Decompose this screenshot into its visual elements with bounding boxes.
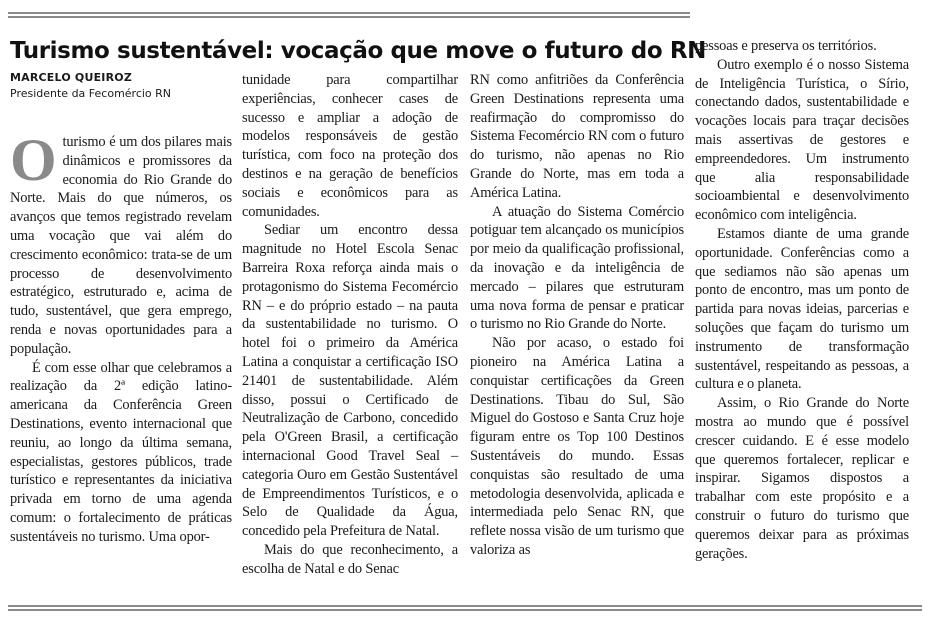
headline: Turismo sustentável: vocação que move o futuro do RN: [10, 38, 707, 65]
column-3: [470, 71, 684, 560]
paragraph: Sediar um encontro dessa magnitude no Hotel Escola Senac Barreira Roxa reforça ainda mais o protagonismo do Sistema Fecomércio RN – e do próprio estado – na pauta da sustentabilidade no turismo. O hotel foi o primeiro da América Latina a conquistar a certificação ISO 21401 de sustentabilidade. Além disso, possui o Certificado de Neutralização de Carbono, concedido pela O'Green Brasil, a certificação internacional Good Travel Seal – categoria Ouro em Gestão Sustentável de Empreendimentos Turísticos, e o Selo de Qualidade da Água, concedido pela Prefeitura de Natal.: [242, 222, 458, 540]
paragraph: A atuação do Sistema Comércio potiguar tem alcançado os municípios por meio da qualificação profissional, da inovação e da inteligência de mercado – pilares que estruturam uma nova forma de pensar e praticar o turismo no Rio Grande do Norte.: [470, 203, 684, 333]
column-4: [695, 37, 909, 563]
paragraph: [10, 127, 232, 359]
drop-cap: O: [10, 127, 57, 193]
paragraph: Não por acaso, o estado foi pioneiro na América Latina a conquistar certificações da Green Destinations. Tibau do Sul, São Miguel do Gostoso e Santa Cruz hoje figuram entre os Top 100 Destinos Sustentáveis do mundo. Essas conquistas são resultado de uma metodologia desenvolvida, aplicada e intermediada pelo Senac RN, que reflete nossa visão de um turismo que valoriza as: [470, 335, 684, 558]
paragraph-text: turismo é um dos pilares mais dinâmicos e promissores da economia do Rio Grande do Norte. Mais do que números, os avanços que temos registrado revelam uma vocação que vai além do crescimento econômico: trata-se de um processo de desenvolvimento estratégico, estruturado e, acima de tudo, sustentável, que gera emprego, renda e novas oportunidades para a população.: [10, 134, 232, 357]
author-role: Presidente da Fecomércio RN: [10, 86, 172, 100]
author-name: MARCELO QUEIROZ: [10, 71, 133, 84]
bottom-rule: [8, 605, 922, 611]
paragraph: Assim, o Rio Grande do Norte mostra ao mundo que é possível crescer cuidando. E é esse modelo que queremos fortalecer, replicar e inspirar. Sigamos dispostos a trabalhar com este propósito e a construir o futuro do turismo que queremos deixar para as próximas gerações.: [695, 395, 909, 562]
paragraph: Mais do que reconhecimento, a escolha de Natal e do Senac: [242, 541, 458, 577]
paragraph: É com esse olhar que celebramos a realização da 2ª edição latino-americana da Conferência Green Destinations, evento internacional que reuniu, ao longo da última semana, especialistas, gestores públicos, trade turístico e representantes da iniciativa privada em torno de uma agenda comum: o fortalecimento de práticas sustentáveis no turismo. Uma opor-: [10, 359, 232, 545]
paragraph: Outro exemplo é o nosso Sistema de Inteligência Turística, o Sírio, conectando dados, sustentabilidade e vocações locais para traçar decisões mais assertivas de gestores e empreendedores. Um instrumento que alia responsabilidade socioambiental e desenvolvimento econômico com inteligência.: [695, 56, 909, 224]
paragraph: Estamos diante de uma grande oportunidade. Conferências como a que sediamos não são apenas um ponto de encontro, mas um ponto de partida para novas ideias, parcerias e soluções que façam do turismo um instrumento de transformação sustentável, respeitando as pessoas, a cultura e o planeta.: [695, 225, 909, 393]
column-2: [242, 71, 458, 579]
paragraph: tunidade para compartilhar experiências, conhecer cases de sucesso e ampliar a adoção de modelos responsáveis de gestão turística, com foco na proteção dos destinos e na geração de benefícios sociais e econômicos para as comunidades.: [242, 72, 458, 220]
paragraph: RN como anfitriões da Conferência Green Destinations representa uma reafirmação do compromisso do Sistema Fecomércio RN com o futuro do turismo, não apenas no Rio Grande do Norte, mas em toda a América Latina.: [470, 72, 684, 201]
paragraph: pessoas e preserva os territórios.: [695, 38, 877, 54]
top-rule: [8, 12, 690, 18]
column-1: [10, 127, 232, 547]
byline: [10, 70, 235, 102]
